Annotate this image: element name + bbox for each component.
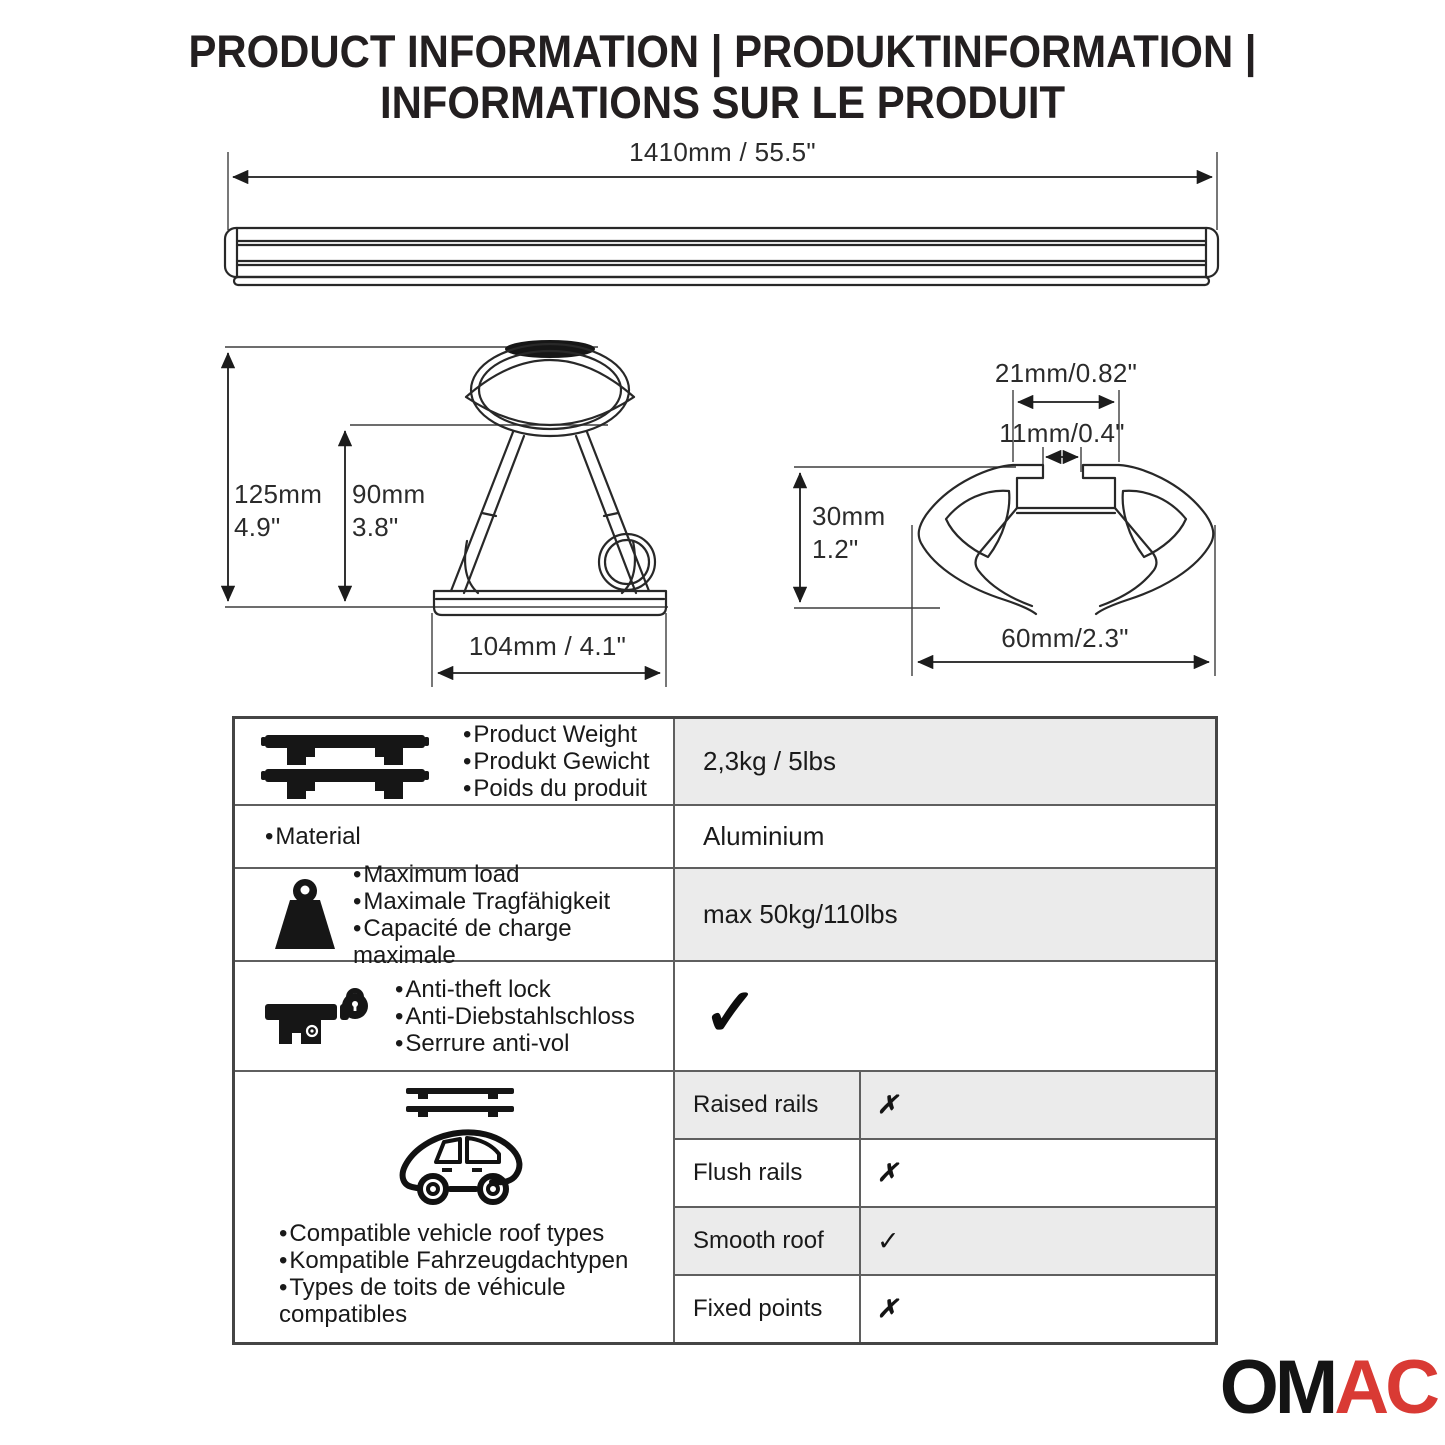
cross-mark: ✗ <box>877 1295 898 1323</box>
page-title <box>51 26 1395 128</box>
max-load-labels: • Maximum load • Maximale Tragfähigkeit • Capacité de charge maximale <box>353 861 673 969</box>
label-cell-anti-theft <box>235 962 673 1070</box>
sub-row-raised-rails: Raised rails ✗ <box>675 1072 1215 1138</box>
dim-profile-height: 30mm 1.2" <box>812 501 886 564</box>
dim-bar-length: 1410mm / 55.5" <box>629 137 816 167</box>
label-cell-material: • Material <box>235 806 673 867</box>
title-line-2: INFORMATIONS SUR LE PRODUIT <box>379 77 1066 128</box>
sub-row-smooth-roof: Smooth roof ✓ <box>675 1206 1215 1274</box>
title-line-1: PRODUCT INFORMATION | PRODUKTINFORMATION | <box>188 26 1257 77</box>
table-row-material <box>235 804 1215 867</box>
anti-theft-lock-icon <box>265 980 369 1052</box>
dim-profile-top-width: 21mm/0.82" <box>994 358 1138 388</box>
roof-types-sub-table <box>673 1072 1215 1342</box>
omac-logo <box>1140 1345 1442 1430</box>
table-row-product-weight <box>235 719 1215 804</box>
cross-mark: ✗ <box>877 1159 898 1187</box>
label-cell-max-load <box>235 860 673 969</box>
sub-row-fixed-points: Fixed points ✗ <box>675 1274 1215 1342</box>
label-cell-product-weight <box>235 719 673 804</box>
cross-mark: ✗ <box>877 1091 898 1119</box>
label-cell-roof-types <box>235 1072 673 1342</box>
product-weight-value: 2,3kg / 5lbs <box>673 719 1215 804</box>
dim-foot-body-height: 90mm 3.8" <box>352 479 426 542</box>
roof-types-labels: • Compatible vehicle roof types • Kompatible Fahrzeugdachtypen • Types de toits de véhicule compatibles <box>279 1220 628 1328</box>
roof-rack-bars-icon <box>259 731 431 793</box>
dim-profile-slot-width: 11mm/0.4" <box>999 418 1125 448</box>
logo-text-black: OM <box>1219 1345 1335 1430</box>
anti-theft-value <box>673 962 1215 1070</box>
max-load-value: max 50kg/110lbs <box>673 869 1215 960</box>
table-row-roof-types <box>235 1070 1215 1342</box>
dim-foot-total-height: 125mm 4.9" <box>234 479 323 542</box>
bar-profile-drawing <box>780 350 1240 685</box>
check-mark: ✓ <box>703 975 759 1049</box>
foot-front-view-drawing <box>220 335 690 700</box>
dim-foot-base-width: 104mm / 4.1" <box>468 631 627 661</box>
car-roof-icon <box>396 1086 528 1208</box>
anti-theft-labels: • Anti-theft lock • Anti-Diebstahlschloss • Serrure anti-vol <box>395 976 635 1057</box>
product-weight-labels: • Product Weight • Produkt Gewicht • Poids du produit <box>463 721 649 802</box>
weight-icon <box>265 879 345 951</box>
material-value: Aluminium <box>673 806 1215 867</box>
table-row-max-load <box>235 860 1215 969</box>
table-row-anti-theft <box>235 960 1215 1070</box>
bar-top-view-drawing <box>220 130 1230 300</box>
sub-row-flush-rails: Flush rails ✗ <box>675 1138 1215 1206</box>
logo-text-red: AC <box>1334 1345 1436 1430</box>
check-mark: ✓ <box>877 1225 900 1256</box>
spec-table <box>232 716 1218 1345</box>
dim-profile-bottom-width: 60mm/2.3" <box>1001 623 1129 653</box>
